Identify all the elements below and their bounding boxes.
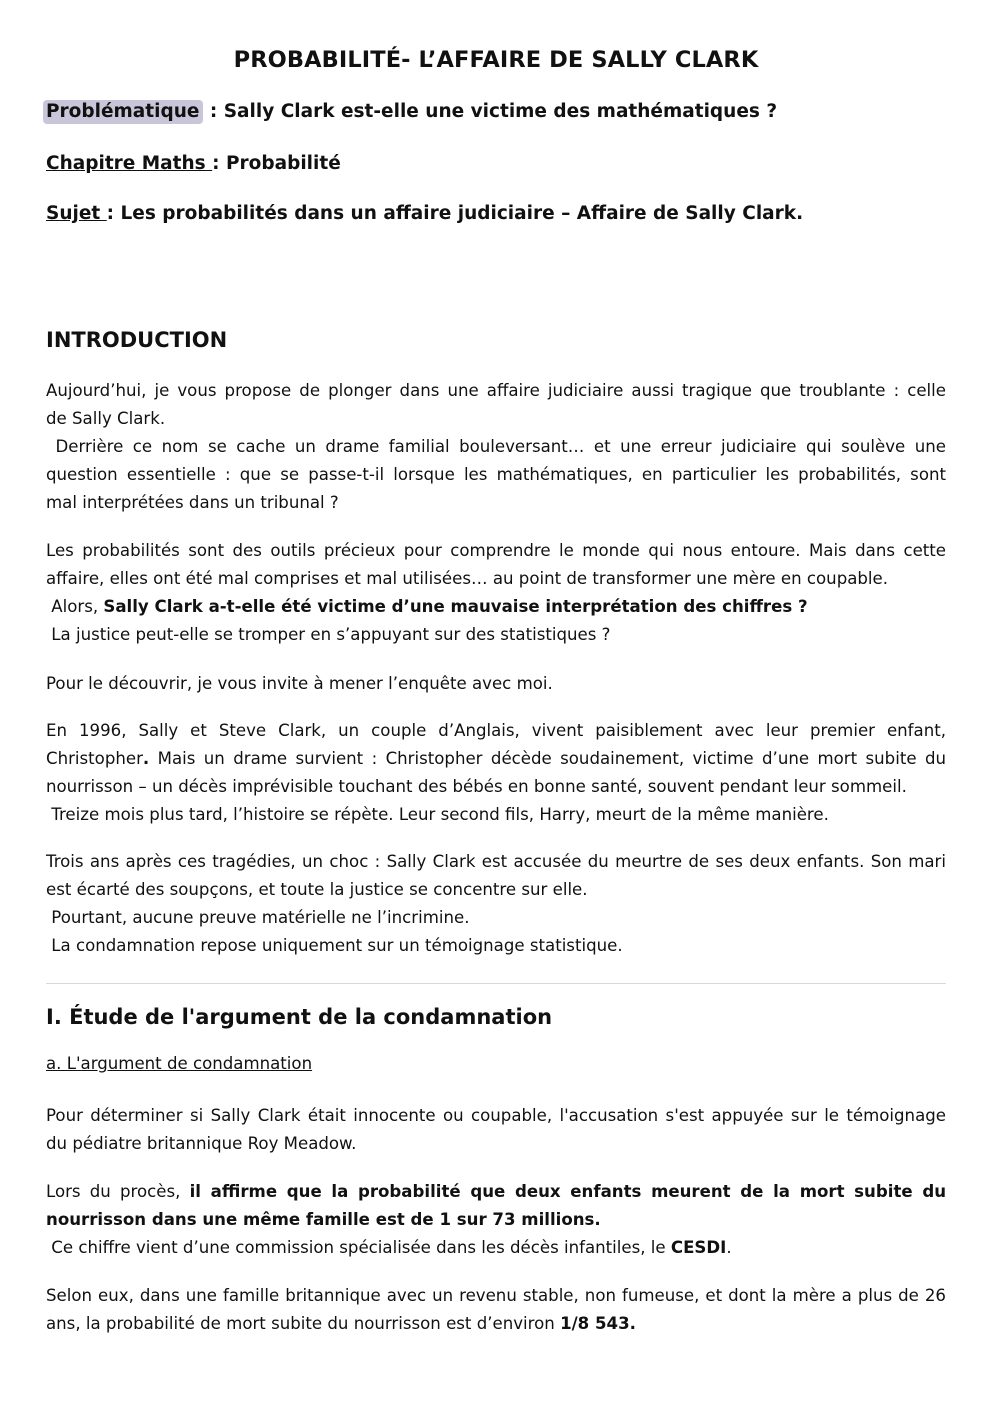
text-line: La condamnation repose uniquement sur un témoignage statistique. xyxy=(46,936,623,955)
intro-paragraph-2 xyxy=(46,537,946,649)
intro-paragraph-5 xyxy=(46,848,946,960)
text-line: Trois ans après ces tragédies, un choc : Sally Clark est accusée du meurtre de ses deux enfants. Son mari xyxy=(46,852,946,871)
bold-question: Sally Clark a-t-elle été victime d’une mauvaise interprétation des chiffres ? xyxy=(103,597,808,616)
text-line: Selon eux, dans une famille britannique avec un revenu stable, non fumeuse, et dont la mère a plus de 26 xyxy=(46,1286,946,1305)
introduction-heading: INTRODUCTION xyxy=(46,328,228,352)
text-line: Aujourd’hui, je vous propose de plonger dans une affaire judiciaire aussi tragique que troublante : celle xyxy=(46,381,946,400)
intro-paragraph-4 xyxy=(46,717,946,829)
text-line xyxy=(46,1310,946,1338)
text-line: nourrisson – un décès imprévisible touchant des bébés en bonne santé, souvent pendant leur sommeil. xyxy=(46,777,907,796)
text-line xyxy=(46,1234,946,1262)
text-run: Ce chiffre vient d’une commission spécialisée dans les décès infantiles, le xyxy=(46,1238,671,1257)
text-line: Pourtant, aucune preuve matérielle ne l’incrimine. xyxy=(46,908,470,927)
bold-probability: 1/8 543. xyxy=(560,1314,636,1333)
text-line xyxy=(46,1178,946,1206)
problematique-line xyxy=(46,101,777,122)
section-1-paragraph-2 xyxy=(46,1178,946,1262)
sujet-label: Sujet xyxy=(46,203,107,224)
bold-claim: il affirme que la probabilité que deux enfants meurent de la mort subite du xyxy=(189,1182,947,1201)
sujet-text: : Les probabilités dans un affaire judiciaire – Affaire de Sally Clark. xyxy=(106,203,804,224)
section-1a-subheading: a. L'argument de condamnation xyxy=(46,1054,313,1073)
section-1-paragraph-1 xyxy=(46,1102,946,1158)
text-line: question essentielle : que se passe-t-il lorsque les mathématiques, en particulier les probabilités, sont xyxy=(46,465,946,484)
text-line: La justice peut-elle se tromper en s’appuyant sur des statistiques ? xyxy=(46,625,611,644)
text-line: est écarté des soupçons, et toute la justice se concentre sur elle. xyxy=(46,880,588,899)
intro-paragraph-3 xyxy=(46,670,946,698)
chapitre-label: Chapitre Maths xyxy=(46,153,213,174)
text-run: ans, la probabilité de mort subite du nourrisson est d’environ xyxy=(46,1314,561,1333)
text-run: Alors, xyxy=(46,597,104,616)
sujet-line xyxy=(46,203,803,224)
text-run: Lors du procès, xyxy=(46,1182,190,1201)
problematique-text: : Sally Clark est-elle une victime des mathématiques ? xyxy=(203,101,778,122)
cesdi-acronym: CESDI xyxy=(670,1238,727,1257)
text-line xyxy=(46,745,946,773)
text-run: Mais un drame survient : Christopher décède soudainement, victime d’une mort subite du xyxy=(149,749,946,768)
text-line: Pour déterminer si Sally Clark était innocente ou coupable, l'accusation s'est appuyée sur le témoignage xyxy=(46,1106,946,1125)
intro-paragraph-1 xyxy=(46,377,946,517)
text-line: du pédiatre britannique Roy Meadow. xyxy=(46,1134,357,1153)
text-run: Christopher xyxy=(46,749,143,768)
section-divider xyxy=(46,983,946,984)
bold-period: . xyxy=(142,749,150,768)
text-line: Treize mois plus tard, l’histoire se répète. Leur second fils, Harry, meurt de la même manière. xyxy=(46,805,829,824)
text-run: . xyxy=(726,1238,732,1257)
text-line: Derrière ce nom se cache un drame familial bouleversant… et une erreur judiciaire qui soulève une xyxy=(46,437,946,456)
section-1-paragraph-3 xyxy=(46,1282,946,1338)
text-line: En 1996, Sally et Steve Clark, un couple d’Anglais, vivent paisiblement avec leur premier enfant, xyxy=(46,721,946,740)
text-line: Les probabilités sont des outils précieux pour comprendre le monde qui nous entoure. Mais dans cette xyxy=(46,541,946,560)
text-line: affaire, elles ont été mal comprises et mal utilisées… au point de transformer une mère en coupable. xyxy=(46,569,889,588)
document-title: PROBABILITÉ- L’AFFAIRE DE SALLY CLARK xyxy=(233,47,759,73)
chapitre-text: : Probabilité xyxy=(212,153,341,174)
chapitre-line xyxy=(46,153,341,174)
text-line: de Sally Clark. xyxy=(46,409,166,428)
text-line: Pour le découvrir, je vous invite à mener l’enquête avec moi. xyxy=(46,674,553,693)
problematique-label: Problématique xyxy=(43,100,203,124)
text-line xyxy=(46,1206,946,1234)
bold-claim: nourrisson dans une même famille est de 1 sur 73 millions. xyxy=(46,1210,601,1229)
text-line xyxy=(46,593,946,621)
text-line: mal interprétées dans un tribunal ? xyxy=(46,493,339,512)
section-1-heading: I. Étude de l'argument de la condamnation xyxy=(46,1005,553,1029)
